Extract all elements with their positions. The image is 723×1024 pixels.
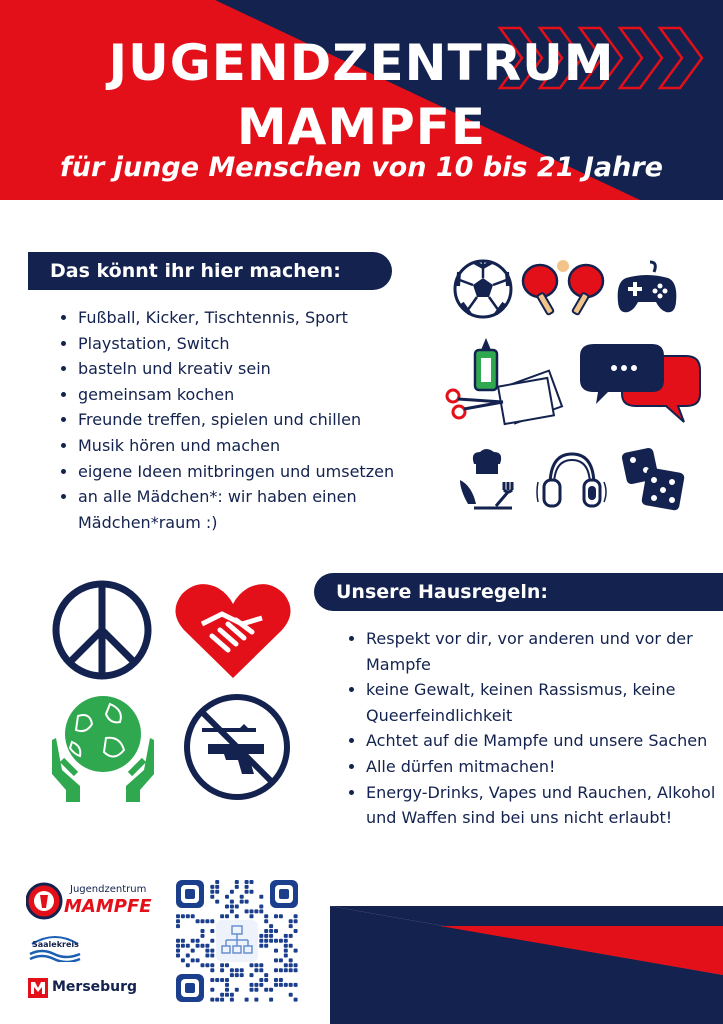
qr-module xyxy=(279,983,283,987)
qr-module xyxy=(210,949,214,953)
list-item: • Respekt vor dir, vor anderen und vor der Mampfe xyxy=(366,626,716,677)
qr-module xyxy=(250,909,254,913)
saalekreis-text: Saalekreis xyxy=(32,940,79,949)
qr-module xyxy=(279,968,283,972)
list-item: • Musik hören und machen xyxy=(78,433,448,459)
qr-module xyxy=(245,880,249,884)
qr-module xyxy=(245,909,249,913)
qr-module xyxy=(264,973,268,977)
qr-module xyxy=(284,968,288,972)
qr-module xyxy=(259,905,263,909)
qr-module xyxy=(210,885,214,889)
list-item: • Alle dürfen mitmachen! xyxy=(366,754,716,780)
qr-module xyxy=(274,929,278,933)
activities-list xyxy=(60,305,448,535)
qr-module xyxy=(220,978,224,982)
qr-module xyxy=(284,944,288,948)
qr-module xyxy=(225,993,229,997)
logo-mampfe-text: MAMPFE xyxy=(64,896,152,917)
qr-module xyxy=(176,914,180,918)
headphones-icon xyxy=(536,446,608,512)
qr-module xyxy=(210,963,214,967)
rules-heading: Unsere Hausregeln: xyxy=(314,573,723,611)
qr-module xyxy=(210,919,214,923)
crafting-icon xyxy=(445,336,565,428)
qr-module xyxy=(210,988,214,992)
qr-module xyxy=(264,929,268,933)
qr-module xyxy=(289,958,293,962)
qr-module xyxy=(259,895,263,899)
qr-module xyxy=(220,998,224,1002)
soccer-ball-icon xyxy=(452,258,514,320)
qr-module xyxy=(205,954,209,958)
qr-module xyxy=(230,905,234,909)
qr-module xyxy=(201,919,205,923)
qr-module xyxy=(259,934,263,938)
qr-module xyxy=(289,983,293,987)
qr-module xyxy=(215,978,219,982)
qr-module xyxy=(245,998,249,1002)
list-item: • an alle Mädchen*: wir haben einen Mädchen*raum :) xyxy=(78,484,448,535)
qr-module xyxy=(225,905,229,909)
qr-module xyxy=(264,944,268,948)
qr-module xyxy=(240,900,244,904)
qr-module xyxy=(264,988,268,992)
qr-module xyxy=(245,900,249,904)
qr-module xyxy=(176,949,180,953)
qr-module xyxy=(196,919,200,923)
qr-module xyxy=(230,973,234,977)
qr-module xyxy=(225,963,229,967)
qr-module xyxy=(259,968,263,972)
qr-module xyxy=(230,909,234,913)
list-item: • basteln und kreativ sein xyxy=(78,356,448,382)
qr-module xyxy=(254,998,258,1002)
qr-module xyxy=(274,983,278,987)
qr-module xyxy=(235,885,239,889)
qr-module xyxy=(294,949,298,953)
qr-module xyxy=(294,919,298,923)
qr-module xyxy=(201,929,205,933)
qr-module xyxy=(240,973,244,977)
qr-module xyxy=(181,914,185,918)
qr-module xyxy=(294,998,298,1002)
qr-module xyxy=(181,939,185,943)
qr-module xyxy=(230,993,234,997)
qr-module xyxy=(220,914,224,918)
qr-module xyxy=(294,914,298,918)
qr-module xyxy=(225,914,229,918)
qr-module xyxy=(235,905,239,909)
rules-list xyxy=(348,626,716,831)
qr-module xyxy=(210,978,214,982)
qr-module xyxy=(215,880,219,884)
dice-icon xyxy=(620,446,688,512)
qr-module xyxy=(235,914,239,918)
qr-code xyxy=(174,878,300,1004)
qr-module xyxy=(269,934,273,938)
qr-module xyxy=(250,973,254,977)
logo-jugendzentrum-text: Jugendzentrum xyxy=(70,884,147,895)
qr-module xyxy=(279,978,283,982)
qr-module xyxy=(269,998,273,1002)
qr-module xyxy=(264,939,268,943)
qr-module xyxy=(210,929,214,933)
qr-module xyxy=(235,988,239,992)
qr-module xyxy=(289,919,293,923)
qr-module xyxy=(250,983,254,987)
qr-module xyxy=(230,968,234,972)
qr-module xyxy=(254,909,258,913)
qr-module xyxy=(181,958,185,962)
list-item: • Playstation, Switch xyxy=(78,331,448,357)
qr-module xyxy=(259,944,263,948)
qr-module xyxy=(254,988,258,992)
qr-module xyxy=(230,998,234,1002)
qr-module xyxy=(269,929,273,933)
list-item: • eigene Ideen mitbringen und umsetzen xyxy=(78,459,448,485)
qr-module xyxy=(254,983,258,987)
qr-module xyxy=(284,963,288,967)
qr-module xyxy=(294,983,298,987)
qr-module xyxy=(264,978,268,982)
qr-module xyxy=(220,993,224,997)
qr-module xyxy=(176,939,180,943)
qr-module xyxy=(201,963,205,967)
subtitle: für junge Menschen von 10 bis 21 Jahre xyxy=(60,152,663,183)
qr-module xyxy=(274,958,278,962)
qr-module xyxy=(245,890,249,894)
list-item: • gemeinsam kochen xyxy=(78,382,448,408)
list-item: • keine Gewalt, keinen Rassismus, keine Queerfeindlichkeit xyxy=(366,677,716,728)
peace-icon xyxy=(48,578,156,682)
qr-module xyxy=(205,919,209,923)
qr-module xyxy=(259,939,263,943)
qr-module xyxy=(215,885,219,889)
qr-module xyxy=(176,944,180,948)
qr-module xyxy=(191,949,195,953)
qr-module xyxy=(259,983,263,987)
qr-module xyxy=(264,934,268,938)
qr-module xyxy=(254,968,258,972)
qr-module xyxy=(176,919,180,923)
qr-module xyxy=(284,949,288,953)
list-item: • Achtet auf die Mampfe und unsere Sachen xyxy=(366,728,716,754)
qr-module xyxy=(240,895,244,899)
qr-module xyxy=(210,998,214,1002)
table-tennis-icon xyxy=(520,257,606,321)
qr-module xyxy=(201,944,205,948)
qr-module xyxy=(186,914,190,918)
qr-module xyxy=(289,924,293,928)
qr-module xyxy=(269,939,273,943)
qr-module xyxy=(289,968,293,972)
qr-module xyxy=(274,978,278,982)
qr-module xyxy=(205,949,209,953)
qr-module xyxy=(181,944,185,948)
qr-module xyxy=(274,968,278,972)
qr-module xyxy=(225,983,229,987)
qr-module xyxy=(196,939,200,943)
qr-module xyxy=(196,958,200,962)
qr-module xyxy=(284,934,288,938)
qr-module xyxy=(186,954,190,958)
no-weapons-icon xyxy=(182,692,292,802)
qr-module xyxy=(196,944,200,948)
list-item: • Freunde treffen, spielen und chillen xyxy=(78,407,448,433)
qr-module xyxy=(210,890,214,894)
qr-module xyxy=(279,939,283,943)
qr-module xyxy=(240,968,244,972)
qr-module xyxy=(289,993,293,997)
qr-module xyxy=(294,929,298,933)
qr-module xyxy=(245,885,249,889)
qr-module xyxy=(230,900,234,904)
qr-module xyxy=(215,998,219,1002)
qr-module xyxy=(201,934,205,938)
qr-module xyxy=(176,924,180,928)
qr-module xyxy=(191,958,195,962)
qr-module xyxy=(289,934,293,938)
gamepad-icon xyxy=(614,258,680,320)
qr-module xyxy=(250,880,254,884)
qr-module xyxy=(186,963,190,967)
qr-module xyxy=(259,978,263,982)
qr-module xyxy=(230,890,234,894)
globe-hands-icon xyxy=(46,690,160,804)
qr-module xyxy=(274,939,278,943)
qr-module xyxy=(215,900,219,904)
qr-module xyxy=(191,939,195,943)
qr-module xyxy=(264,919,268,923)
qr-module xyxy=(284,939,288,943)
qr-module xyxy=(259,909,263,913)
list-item: • Energy-Drinks, Vapes und Rauchen, Alkohol und Waffen sind bei uns nicht erlaubt! xyxy=(366,780,716,831)
qr-module xyxy=(250,914,254,918)
list-item: • Fußball, Kicker, Tischtennis, Sport xyxy=(78,305,448,331)
qr-module xyxy=(274,949,278,953)
activities-heading: Das könnt ihr hier machen: xyxy=(28,252,392,290)
qr-module xyxy=(235,973,239,977)
qr-module xyxy=(269,924,273,928)
qr-module xyxy=(235,880,239,884)
qr-module xyxy=(225,988,229,992)
cooking-icon xyxy=(456,446,522,512)
qr-module xyxy=(254,963,258,967)
title-line-1: JUGENDZENTRUM xyxy=(108,34,615,92)
qr-module xyxy=(259,963,263,967)
qr-module xyxy=(274,914,278,918)
qr-module xyxy=(186,944,190,948)
qr-module xyxy=(210,954,214,958)
qr-module xyxy=(225,978,229,982)
chat-bubbles-icon xyxy=(578,342,702,426)
qr-module xyxy=(294,963,298,967)
qr-module xyxy=(250,988,254,992)
qr-module xyxy=(269,988,273,992)
qr-module xyxy=(289,963,293,967)
qr-module xyxy=(210,939,214,943)
heart-handshake-icon xyxy=(172,578,294,684)
qr-module xyxy=(205,963,209,967)
merseburg-logo-icon xyxy=(28,978,48,998)
qr-module xyxy=(215,890,219,894)
qr-module xyxy=(284,983,288,987)
qr-module xyxy=(294,968,298,972)
qr-module xyxy=(225,895,229,899)
qr-module xyxy=(220,968,224,972)
qr-module xyxy=(210,895,214,899)
qr-module xyxy=(264,914,268,918)
qr-module xyxy=(191,914,195,918)
qr-module xyxy=(235,968,239,972)
qr-module xyxy=(205,944,209,948)
qr-module xyxy=(279,958,283,962)
qr-module xyxy=(289,944,293,948)
qr-module xyxy=(279,914,283,918)
qr-module xyxy=(284,954,288,958)
qr-module xyxy=(176,954,180,958)
merseburg-text: Merseburg xyxy=(52,979,138,995)
qr-module xyxy=(250,890,254,894)
qr-module xyxy=(250,963,254,967)
title-line-2: MAMPFE xyxy=(236,98,487,156)
qr-module xyxy=(210,968,214,972)
qr-module xyxy=(220,963,224,967)
